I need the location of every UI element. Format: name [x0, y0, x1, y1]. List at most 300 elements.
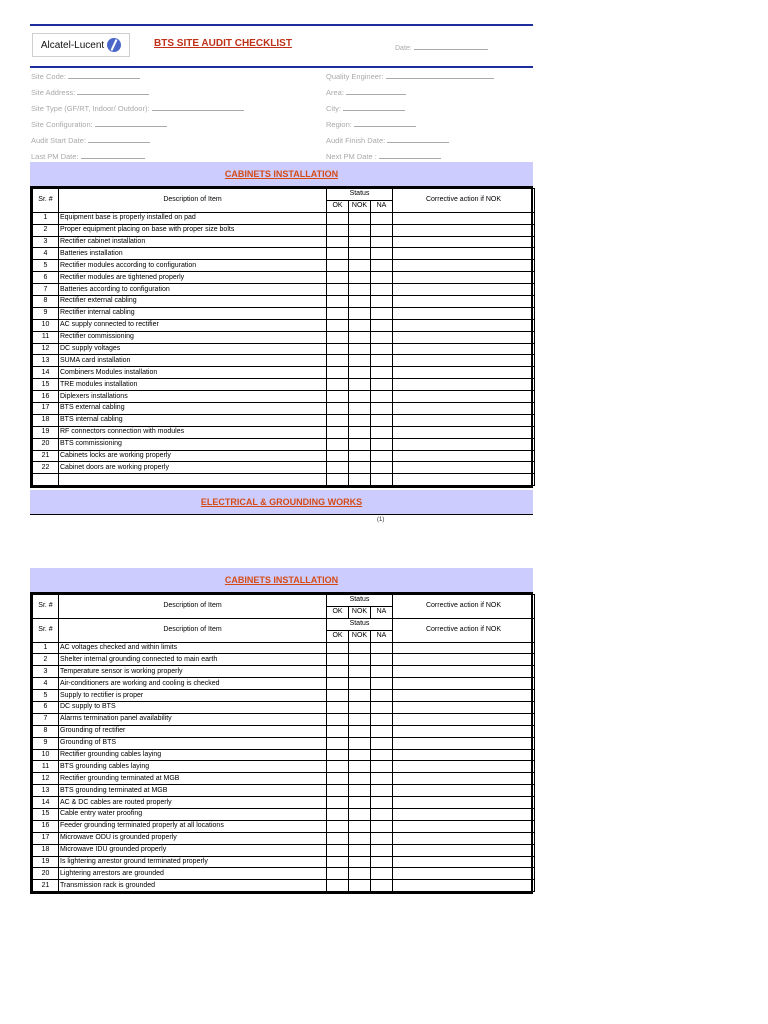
corrective-action-cell[interactable]	[393, 367, 535, 379]
nok-column-header: NOK	[349, 200, 371, 212]
na-checkbox-cell[interactable]	[371, 331, 393, 343]
ok-checkbox-cell[interactable]	[327, 880, 349, 892]
nok-checkbox-cell[interactable]	[349, 284, 371, 296]
item-description: Feeder grounding terminated properly at all locations	[59, 820, 327, 832]
corrective-action-cell[interactable]	[393, 296, 535, 308]
corrective-action-cell[interactable]	[393, 236, 535, 248]
table-row	[33, 820, 535, 832]
row-number: 2	[33, 654, 59, 666]
item-description: AC supply connected to rectifier	[59, 319, 327, 331]
table-row	[33, 462, 535, 474]
item-description: BTS grounding cables laying	[59, 761, 327, 773]
table-row	[33, 654, 535, 666]
na-checkbox-cell[interactable]	[371, 666, 393, 678]
na-checkbox-cell[interactable]	[371, 224, 393, 236]
ok-checkbox-cell[interactable]	[327, 820, 349, 832]
na-checkbox-cell[interactable]	[371, 474, 393, 486]
ok-checkbox-cell[interactable]	[327, 438, 349, 450]
table-row	[33, 343, 535, 355]
na-checkbox-cell[interactable]	[371, 414, 393, 426]
checklist-page-1	[30, 24, 533, 524]
item-description: AC & DC cables are routed properly	[59, 797, 327, 809]
row-number: 1	[33, 212, 59, 224]
na-checkbox-cell[interactable]	[371, 343, 393, 355]
na-checkbox-cell[interactable]	[371, 426, 393, 438]
checklist-page-2	[30, 566, 533, 894]
item-description: Temperature sensor is working properly	[59, 666, 327, 678]
ok-checkbox-cell[interactable]	[327, 260, 349, 272]
nok-checkbox-cell[interactable]	[349, 642, 371, 654]
nok-checkbox-cell[interactable]	[349, 462, 371, 474]
ok-checkbox-cell[interactable]	[327, 809, 349, 821]
city-field[interactable]: City:	[326, 104, 405, 113]
corrective-action-cell[interactable]	[393, 654, 535, 666]
na-checkbox-cell[interactable]	[371, 450, 393, 462]
nok-checkbox-cell[interactable]	[349, 355, 371, 367]
corrective-action-cell[interactable]	[393, 260, 535, 272]
row-number: 6	[33, 272, 59, 284]
corrective-action-cell[interactable]	[393, 426, 535, 438]
ok-checkbox-cell[interactable]	[327, 319, 349, 331]
nok-checkbox-cell[interactable]	[349, 785, 371, 797]
nok-checkbox-cell[interactable]	[349, 414, 371, 426]
document-header	[30, 24, 533, 68]
ok-checkbox-cell[interactable]	[327, 713, 349, 725]
ok-checkbox-cell[interactable]	[327, 666, 349, 678]
corrective-action-cell[interactable]	[393, 414, 535, 426]
ok-checkbox-cell[interactable]	[327, 749, 349, 761]
na-checkbox-cell[interactable]	[371, 785, 393, 797]
page-number: (1)	[377, 517, 385, 524]
date-label: Date:	[395, 45, 412, 52]
item-description: DC supply to BTS	[59, 702, 327, 714]
corrective-action-cell[interactable]	[393, 642, 535, 654]
item-description: Shelter internal grounding connected to main earth	[59, 654, 327, 666]
table-row	[33, 713, 535, 725]
nok-checkbox-cell[interactable]	[349, 343, 371, 355]
row-number	[33, 474, 59, 486]
audit-finish-date-field[interactable]: Audit Finish Date:	[326, 136, 449, 145]
corrective-action-cell[interactable]	[393, 666, 535, 678]
nok-column-header: NOK	[349, 606, 371, 618]
row-number: 9	[33, 307, 59, 319]
na-checkbox-cell[interactable]	[371, 284, 393, 296]
corrective-action-cell[interactable]	[393, 856, 535, 868]
corrective-action-cell[interactable]	[393, 749, 535, 761]
corrective-action-cell[interactable]	[393, 761, 535, 773]
table-row	[33, 690, 535, 702]
table-row	[33, 809, 535, 821]
item-description: Cabinet doors are working properly	[59, 462, 327, 474]
ok-column-header: OK	[327, 606, 349, 618]
table-row	[33, 414, 535, 426]
section-header-electrical: ELECTRICAL & GROUNDING WORKS	[30, 490, 533, 514]
ok-checkbox-cell[interactable]	[327, 761, 349, 773]
item-description: Equipment base is properly installed on pad	[59, 212, 327, 224]
nok-checkbox-cell[interactable]	[349, 725, 371, 737]
corrective-action-cell[interactable]	[393, 343, 535, 355]
ok-checkbox-cell[interactable]	[327, 272, 349, 284]
table-row	[33, 666, 535, 678]
corrective-action-cell[interactable]	[393, 450, 535, 462]
na-checkbox-cell[interactable]	[371, 272, 393, 284]
na-checkbox-cell[interactable]	[371, 236, 393, 248]
item-description: Rectifier modules according to configuration	[59, 260, 327, 272]
corrective-action-cell[interactable]	[393, 319, 535, 331]
ok-checkbox-cell[interactable]	[327, 426, 349, 438]
ok-checkbox-cell[interactable]	[327, 690, 349, 702]
corrective-action-cell[interactable]	[393, 880, 535, 892]
corrective-action-cell[interactable]	[393, 212, 535, 224]
description-column-header-repeat: Description of Item	[59, 618, 327, 642]
nok-checkbox-cell[interactable]	[349, 260, 371, 272]
na-checkbox-cell[interactable]	[371, 654, 393, 666]
corrective-action-cell[interactable]	[393, 331, 535, 343]
table-row	[33, 379, 535, 391]
item-description: AC voltages checked and within limits	[59, 642, 327, 654]
corrective-action-cell[interactable]	[393, 725, 535, 737]
na-checkbox-cell[interactable]	[371, 379, 393, 391]
date-blank[interactable]	[414, 43, 488, 50]
table-row	[33, 450, 535, 462]
ok-checkbox-cell[interactable]	[327, 355, 349, 367]
na-checkbox-cell[interactable]	[371, 438, 393, 450]
next-pm-date-field[interactable]: Next PM Date :	[326, 152, 441, 161]
corrective-action-cell[interactable]	[393, 820, 535, 832]
corrective-action-column-header: Corrective action if NOK	[393, 189, 535, 213]
sr-column-header: Sr. #	[33, 189, 59, 213]
na-checkbox-cell[interactable]	[371, 761, 393, 773]
nok-checkbox-cell[interactable]	[349, 832, 371, 844]
table-row	[33, 307, 535, 319]
corrective-action-cell[interactable]	[393, 678, 535, 690]
row-number: 11	[33, 331, 59, 343]
nok-checkbox-cell[interactable]	[349, 713, 371, 725]
nok-checkbox-cell[interactable]	[349, 880, 371, 892]
table-row	[33, 678, 535, 690]
ok-checkbox-cell[interactable]	[327, 785, 349, 797]
na-checkbox-cell[interactable]	[371, 678, 393, 690]
table-row	[33, 844, 535, 856]
item-description: Microwave ODU is grounded properly	[59, 832, 327, 844]
na-checkbox-cell[interactable]	[371, 462, 393, 474]
item-description: Microwave IDU grounded properly	[59, 844, 327, 856]
table-row	[33, 391, 535, 403]
nok-checkbox-cell[interactable]	[349, 856, 371, 868]
ok-checkbox-cell[interactable]	[327, 725, 349, 737]
row-number: 6	[33, 702, 59, 714]
ok-checkbox-cell[interactable]	[327, 403, 349, 415]
nok-checkbox-cell[interactable]	[349, 797, 371, 809]
na-checkbox-cell[interactable]	[371, 296, 393, 308]
na-checkbox-cell[interactable]	[371, 725, 393, 737]
table-row	[33, 832, 535, 844]
na-checkbox-cell[interactable]	[371, 713, 393, 725]
corrective-action-cell[interactable]	[393, 702, 535, 714]
item-description: RF connectors connection with modules	[59, 426, 327, 438]
corrective-action-cell[interactable]	[393, 379, 535, 391]
na-column-header: NA	[371, 200, 393, 212]
nok-checkbox-cell[interactable]	[349, 307, 371, 319]
item-description: Cabinets locks are working properly	[59, 450, 327, 462]
na-column-header: NA	[371, 606, 393, 618]
ok-checkbox-cell[interactable]	[327, 654, 349, 666]
area-field[interactable]: Area:	[326, 88, 406, 97]
na-checkbox-cell[interactable]	[371, 248, 393, 260]
nok-checkbox-cell[interactable]	[349, 331, 371, 343]
row-number: 5	[33, 690, 59, 702]
corrective-action-cell[interactable]	[393, 868, 535, 880]
ok-checkbox-cell[interactable]	[327, 391, 349, 403]
ok-checkbox-cell[interactable]	[327, 236, 349, 248]
ok-checkbox-cell[interactable]	[327, 856, 349, 868]
na-checkbox-cell[interactable]	[371, 212, 393, 224]
corrective-action-cell[interactable]	[393, 832, 535, 844]
nok-checkbox-cell[interactable]	[349, 868, 371, 880]
corrective-action-cell[interactable]	[393, 737, 535, 749]
nok-checkbox-cell[interactable]	[349, 761, 371, 773]
nok-checkbox-cell[interactable]	[349, 212, 371, 224]
nok-checkbox-cell[interactable]	[349, 737, 371, 749]
table-row	[33, 761, 535, 773]
corrective-action-cell[interactable]	[393, 403, 535, 415]
nok-checkbox-cell[interactable]	[349, 248, 371, 260]
row-number: 17	[33, 403, 59, 415]
table-row	[33, 438, 535, 450]
ok-checkbox-cell[interactable]	[327, 212, 349, 224]
na-checkbox-cell[interactable]	[371, 690, 393, 702]
item-description: Batteries according to configuration	[59, 284, 327, 296]
corrective-action-cell[interactable]	[393, 224, 535, 236]
nok-checkbox-cell[interactable]	[349, 403, 371, 415]
table-row	[33, 367, 535, 379]
na-checkbox-cell[interactable]	[371, 773, 393, 785]
ok-checkbox-cell[interactable]	[327, 414, 349, 426]
na-checkbox-cell[interactable]	[371, 260, 393, 272]
ok-checkbox-cell[interactable]	[327, 248, 349, 260]
table-row	[33, 880, 535, 892]
nok-checkbox-cell[interactable]	[349, 272, 371, 284]
table-row	[33, 272, 535, 284]
nok-checkbox-cell[interactable]	[349, 296, 371, 308]
row-number: 12	[33, 343, 59, 355]
nok-checkbox-cell[interactable]	[349, 690, 371, 702]
row-number: 14	[33, 797, 59, 809]
table-row	[33, 426, 535, 438]
nok-checkbox-cell[interactable]	[349, 678, 371, 690]
na-checkbox-cell[interactable]	[371, 820, 393, 832]
item-description: Air-conditioners are working and cooling is checked	[59, 678, 327, 690]
ok-checkbox-cell[interactable]	[327, 737, 349, 749]
ok-checkbox-cell[interactable]	[327, 450, 349, 462]
audit-start-date-field[interactable]: Audit Start Date:	[31, 136, 150, 145]
nok-checkbox-cell[interactable]	[349, 426, 371, 438]
description-column-header: Description of Item	[59, 189, 327, 213]
ok-checkbox-cell[interactable]	[327, 367, 349, 379]
nok-checkbox-cell[interactable]	[349, 474, 371, 486]
row-number: 12	[33, 773, 59, 785]
ok-checkbox-cell[interactable]	[327, 702, 349, 714]
na-checkbox-cell[interactable]	[371, 880, 393, 892]
item-description: Transmission rack is grounded	[59, 880, 327, 892]
row-number: 20	[33, 438, 59, 450]
corrective-action-cell[interactable]	[393, 785, 535, 797]
item-description: SUMA card installation	[59, 355, 327, 367]
item-description: Rectifier commissioning	[59, 331, 327, 343]
nok-checkbox-cell[interactable]	[349, 809, 371, 821]
row-number: 4	[33, 678, 59, 690]
na-checkbox-cell[interactable]	[371, 856, 393, 868]
corrective-action-cell[interactable]	[393, 272, 535, 284]
corrective-action-cell[interactable]	[393, 391, 535, 403]
ok-checkbox-cell[interactable]	[327, 797, 349, 809]
na-checkbox-cell[interactable]	[371, 391, 393, 403]
na-checkbox-cell[interactable]	[371, 832, 393, 844]
corrective-action-column-header: Corrective action if NOK	[393, 595, 535, 619]
nok-checkbox-cell[interactable]	[349, 654, 371, 666]
item-description: Batteries installation	[59, 248, 327, 260]
na-checkbox-cell[interactable]	[371, 737, 393, 749]
nok-checkbox-cell[interactable]	[349, 319, 371, 331]
row-number: 18	[33, 414, 59, 426]
nok-checkbox-cell[interactable]	[349, 666, 371, 678]
site-configuration-field[interactable]: Site Configuration:	[31, 120, 167, 129]
alcatel-lucent-logo-icon	[107, 38, 121, 52]
item-description: Rectifier grounding cables laying	[59, 749, 327, 761]
item-description: Grounding of rectifier	[59, 725, 327, 737]
nok-checkbox-cell[interactable]	[349, 702, 371, 714]
ok-checkbox-cell[interactable]	[327, 379, 349, 391]
row-number: 22	[33, 462, 59, 474]
table-row	[33, 856, 535, 868]
ok-checkbox-cell[interactable]	[327, 284, 349, 296]
nok-checkbox-cell[interactable]	[349, 391, 371, 403]
corrective-action-cell[interactable]	[393, 713, 535, 725]
corrective-action-cell[interactable]	[393, 690, 535, 702]
na-checkbox-cell[interactable]	[371, 403, 393, 415]
table-row	[33, 749, 535, 761]
nok-checkbox-cell[interactable]	[349, 224, 371, 236]
row-number: 15	[33, 379, 59, 391]
corrective-action-cell[interactable]	[393, 773, 535, 785]
item-description: Rectifier external cabling	[59, 296, 327, 308]
ok-checkbox-cell[interactable]	[327, 868, 349, 880]
corrective-action-cell[interactable]	[393, 438, 535, 450]
na-checkbox-cell[interactable]	[371, 868, 393, 880]
company-logo	[32, 33, 130, 57]
table-row	[33, 737, 535, 749]
ok-checkbox-cell[interactable]	[327, 678, 349, 690]
nok-checkbox-cell[interactable]	[349, 450, 371, 462]
section-header-cabinets-2: CABINETS INSTALLATION	[30, 568, 533, 592]
row-number: 10	[33, 319, 59, 331]
ok-checkbox-cell[interactable]	[327, 832, 349, 844]
ok-checkbox-cell[interactable]	[327, 642, 349, 654]
region-field[interactable]: Region:	[326, 120, 416, 129]
item-description: Is lightering arrestor ground terminated properly	[59, 856, 327, 868]
item-description: BTS commissioning	[59, 438, 327, 450]
row-number: 7	[33, 713, 59, 725]
corrective-action-cell[interactable]	[393, 355, 535, 367]
row-number: 19	[33, 426, 59, 438]
nok-checkbox-cell[interactable]	[349, 749, 371, 761]
ok-checkbox-cell[interactable]	[327, 844, 349, 856]
corrective-action-cell[interactable]	[393, 844, 535, 856]
na-checkbox-cell[interactable]	[371, 809, 393, 821]
quality-engineer-field[interactable]: Quality Engineer:	[326, 72, 494, 81]
na-checkbox-cell[interactable]	[371, 844, 393, 856]
corrective-action-cell[interactable]	[393, 474, 535, 486]
table-row	[33, 474, 535, 486]
ok-checkbox-cell[interactable]	[327, 474, 349, 486]
na-checkbox-cell[interactable]	[371, 797, 393, 809]
site-address-field[interactable]: Site Address:	[31, 88, 149, 97]
na-checkbox-cell[interactable]	[371, 367, 393, 379]
table-row	[33, 284, 535, 296]
ok-checkbox-cell[interactable]	[327, 773, 349, 785]
row-number: 16	[33, 820, 59, 832]
item-description: Rectifier internal cabling	[59, 307, 327, 319]
section-header-cabinets: CABINETS INSTALLATION	[30, 162, 533, 186]
table-row	[33, 296, 535, 308]
nok-checkbox-cell[interactable]	[349, 844, 371, 856]
na-checkbox-cell[interactable]	[371, 642, 393, 654]
row-number: 13	[33, 785, 59, 797]
nok-checkbox-cell[interactable]	[349, 236, 371, 248]
nok-checkbox-cell[interactable]	[349, 379, 371, 391]
nok-checkbox-cell[interactable]	[349, 438, 371, 450]
row-number: 21	[33, 880, 59, 892]
ok-checkbox-cell[interactable]	[327, 462, 349, 474]
ok-checkbox-cell[interactable]	[327, 296, 349, 308]
nok-checkbox-cell[interactable]	[349, 820, 371, 832]
nok-checkbox-cell[interactable]	[349, 773, 371, 785]
ok-checkbox-cell[interactable]	[327, 224, 349, 236]
ok-column-header-repeat: OK	[327, 630, 349, 642]
corrective-action-cell[interactable]	[393, 809, 535, 821]
row-number: 10	[33, 749, 59, 761]
row-number: 11	[33, 761, 59, 773]
na-checkbox-cell[interactable]	[371, 307, 393, 319]
description-column-header: Description of Item	[59, 595, 327, 619]
item-description: Supply to rectifier is proper	[59, 690, 327, 702]
ok-checkbox-cell[interactable]	[327, 343, 349, 355]
row-number: 21	[33, 450, 59, 462]
ok-checkbox-cell[interactable]	[327, 307, 349, 319]
document-title: BTS SITE AUDIT CHECKLIST	[154, 38, 292, 49]
na-checkbox-cell[interactable]	[371, 355, 393, 367]
last-pm-date-field[interactable]: Last PM Date:	[31, 152, 145, 161]
row-number: 14	[33, 367, 59, 379]
item-description: Grounding of BTS	[59, 737, 327, 749]
na-checkbox-cell[interactable]	[371, 749, 393, 761]
corrective-action-cell[interactable]	[393, 462, 535, 474]
corrective-action-cell[interactable]	[393, 248, 535, 260]
corrective-action-cell[interactable]	[393, 307, 535, 319]
nok-checkbox-cell[interactable]	[349, 367, 371, 379]
na-checkbox-cell[interactable]	[371, 319, 393, 331]
site-type-field[interactable]: Site Type (GF/RT, Indoor/ Outdoor):	[31, 104, 244, 113]
na-checkbox-cell[interactable]	[371, 702, 393, 714]
table-row	[33, 248, 535, 260]
corrective-action-cell[interactable]	[393, 797, 535, 809]
site-code-field[interactable]: Site Code:	[31, 72, 140, 81]
item-description: BTS internal cabling	[59, 414, 327, 426]
row-number: 4	[33, 248, 59, 260]
ok-checkbox-cell[interactable]	[327, 331, 349, 343]
corrective-action-cell[interactable]	[393, 284, 535, 296]
row-number: 17	[33, 832, 59, 844]
